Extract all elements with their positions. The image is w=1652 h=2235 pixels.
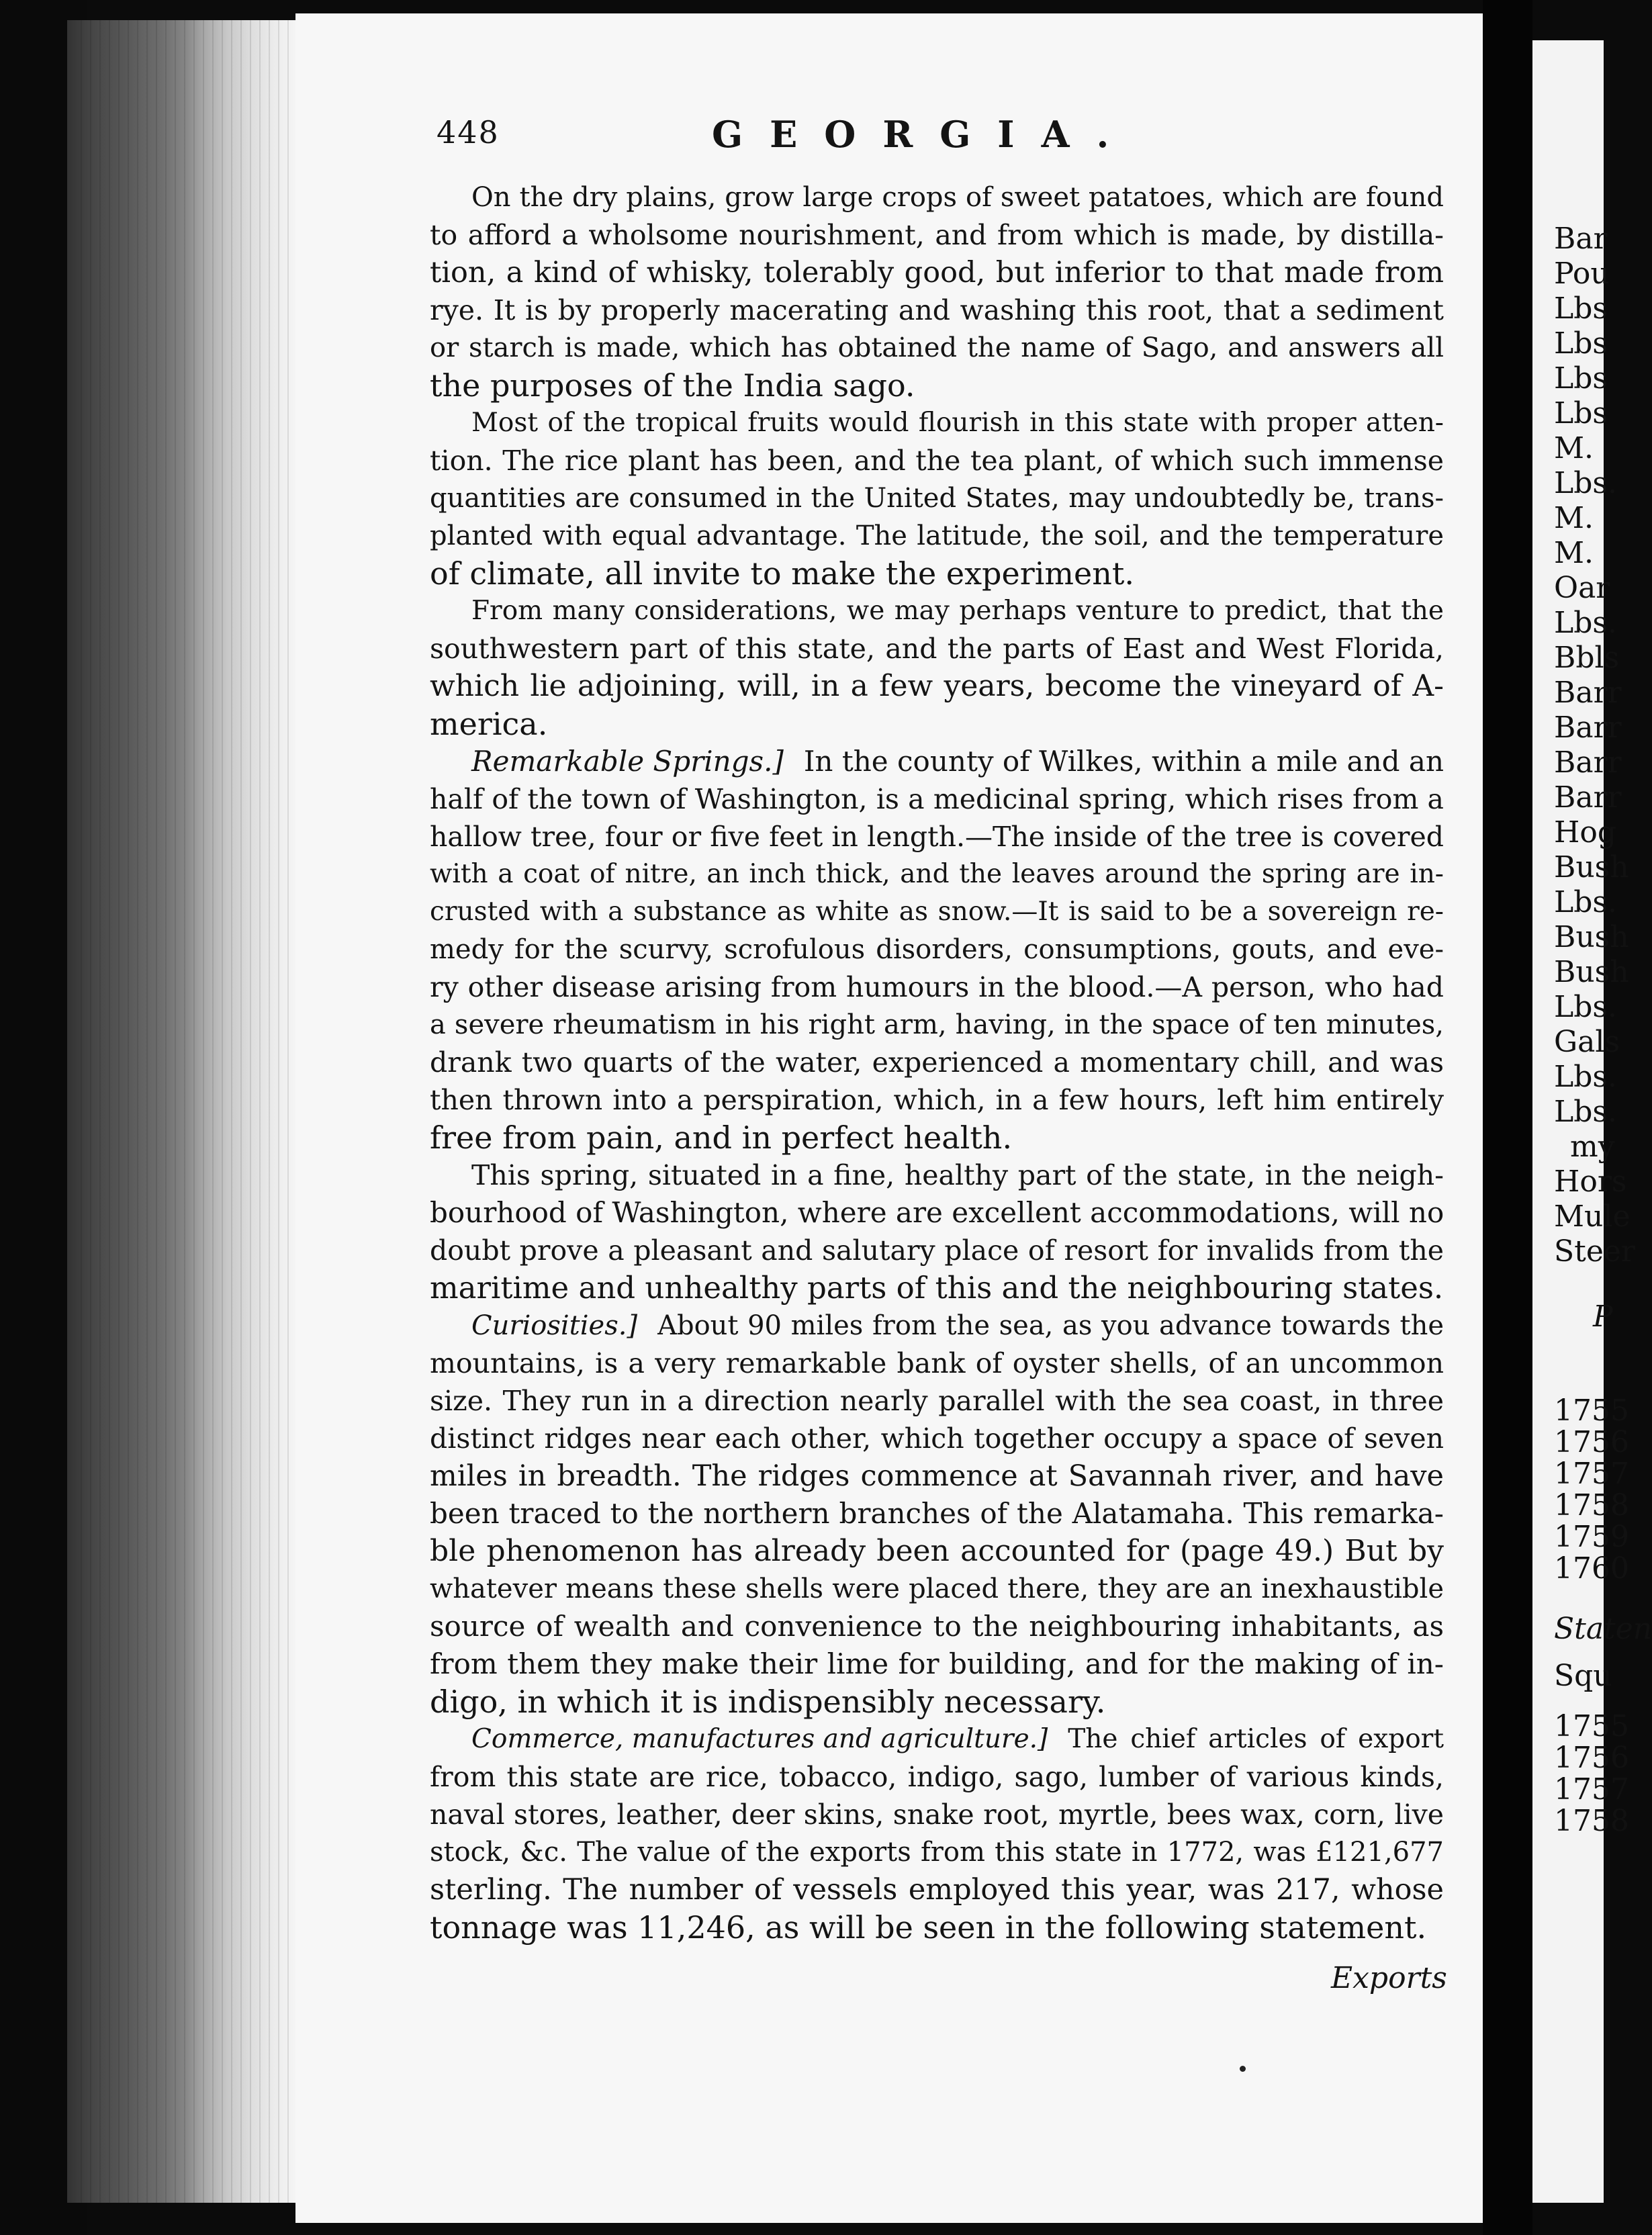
text-line bbox=[430, 931, 1444, 968]
facing-page-text: 1756 bbox=[1554, 1425, 1629, 1459]
facing-page-text: 1755 bbox=[1554, 1394, 1629, 1428]
text-line-content: from them they make their lime for building, and for the making of in- bbox=[430, 1647, 1444, 1680]
book-gutter bbox=[1483, 0, 1532, 2235]
text-line bbox=[430, 179, 1444, 216]
text-line bbox=[430, 1871, 1444, 1909]
facing-page-text: Bbls bbox=[1554, 641, 1620, 675]
facing-page-text: Gals bbox=[1554, 1025, 1620, 1059]
text-line-content: half of the town of Washington, is a medicinal spring, which rises from a bbox=[430, 783, 1444, 815]
text-line-content: quantities are consumed in the United States, may undoubtedly be, trans- bbox=[430, 483, 1444, 514]
text-line bbox=[430, 1119, 1444, 1156]
text-line-content: free from pain, and in perfect health. bbox=[430, 1120, 1013, 1156]
text-line-content: distinct ridges near each other, which together occupy a space of seven bbox=[430, 1422, 1444, 1455]
facing-page-text: M. bbox=[1554, 536, 1594, 570]
catchword: Exports bbox=[1331, 1961, 1447, 1995]
ink-spot bbox=[1240, 2066, 1246, 2072]
text-line bbox=[430, 1608, 1444, 1645]
text-line bbox=[430, 1044, 1444, 1081]
text-line bbox=[430, 329, 1444, 367]
text-line-content: hallow tree, four or five feet in length.—The inside of the tree is covered bbox=[430, 821, 1444, 853]
text-line-content: ble phenomenon has already been accounted for (page 49.) But by bbox=[430, 1534, 1444, 1568]
text-line-content: which lie adjoining, will, in a few years, become the vineyard of A- bbox=[430, 669, 1444, 703]
text-line bbox=[430, 1833, 1444, 1871]
text-line bbox=[430, 1457, 1444, 1495]
text-line-content: whatever means these shells were placed there, they are an inexhaustible bbox=[430, 1573, 1444, 1604]
text-line-content: digo, in which it is indispensibly necessary. bbox=[430, 1684, 1106, 1720]
text-line bbox=[430, 780, 1444, 818]
facing-page-text: Barr bbox=[1554, 676, 1622, 710]
text-line-content: then thrown into a perspiration, which, in a few hours, left him entirely bbox=[430, 1084, 1444, 1116]
text-line bbox=[430, 1382, 1444, 1420]
text-line-content: from this state are rice, tobacco, indigo, sago, lumber of various kinds, bbox=[430, 1761, 1444, 1793]
text-line bbox=[430, 1683, 1444, 1721]
section-heading: Curiosities.] bbox=[471, 1310, 638, 1341]
text-line-content: Most of the tropical fruits would flourish in this state with proper atten- bbox=[471, 408, 1444, 438]
text-line bbox=[430, 1909, 1444, 1946]
text-line-content: bourhood of Washington, where are excellent accommodations, will no bbox=[430, 1196, 1444, 1229]
facing-page-text: Barr bbox=[1554, 745, 1622, 780]
facing-page-text: Lbs. bbox=[1554, 885, 1617, 919]
facing-page-text: 1756 bbox=[1554, 1741, 1629, 1775]
text-line-content: miles in breadth. The ridges commence at Savannah river, and have bbox=[430, 1459, 1444, 1493]
text-line bbox=[430, 555, 1444, 592]
text-line-content: ry other disease arising from humours in the blood.—A person, who had bbox=[430, 971, 1444, 1003]
facing-page-text: Barr bbox=[1554, 780, 1622, 815]
text-line bbox=[430, 1420, 1444, 1457]
text-line-content: The chief articles of export bbox=[1068, 1724, 1444, 1754]
text-line bbox=[430, 1006, 1444, 1044]
facing-page-text: 1760 bbox=[1554, 1551, 1629, 1586]
facing-page-text: Lbs bbox=[1554, 361, 1608, 396]
text-line-content: the purposes of the India sago. bbox=[430, 367, 915, 404]
text-line-content: In the county of Wilkes, within a mile and an bbox=[803, 745, 1444, 778]
facing-page-text: Barr bbox=[1554, 711, 1622, 745]
section-heading: Remarkable Springs.] bbox=[471, 745, 784, 778]
facing-page-text: Bush bbox=[1554, 955, 1629, 989]
text-line bbox=[430, 968, 1444, 1006]
facing-page-text: Oar bbox=[1554, 571, 1610, 605]
facing-page-text: Staten bbox=[1554, 1612, 1652, 1646]
facing-page-text: Hog bbox=[1554, 815, 1617, 850]
text-line-content: source of wealth and convenience to the neighbouring inhabitants, as bbox=[430, 1610, 1444, 1643]
text-line bbox=[430, 1344, 1444, 1382]
text-line-content: From many considerations, we may perhaps venture to predict, that the bbox=[471, 596, 1444, 626]
text-line-content: to afford a wholsome nourishment, and from which is made, by distilla- bbox=[430, 219, 1444, 251]
text-line bbox=[430, 818, 1444, 856]
facing-page-text: P bbox=[1593, 1299, 1613, 1334]
facing-page-text: M. bbox=[1554, 431, 1594, 465]
text-line bbox=[430, 291, 1444, 329]
text-line-content: On the dry plains, grow large crops of sweet patatoes, which are found bbox=[471, 182, 1444, 213]
facing-page-text: Lbs. bbox=[1554, 606, 1617, 640]
text-line-content: or starch is made, which has obtained the name of Sago, and answers all bbox=[430, 332, 1444, 363]
text-line bbox=[430, 630, 1444, 668]
text-line-content: doubt prove a pleasant and salutary place of resort for invalids from the bbox=[430, 1234, 1444, 1267]
facing-page-text: 1755 bbox=[1554, 1709, 1629, 1743]
text-line-content: tion, a kind of whisky, tolerably good, but inferior to that made from bbox=[430, 256, 1444, 289]
text-line bbox=[430, 856, 1444, 893]
text-line bbox=[430, 1533, 1444, 1570]
text-line-content: merica. bbox=[430, 706, 548, 742]
text-line bbox=[430, 442, 1444, 480]
text-line bbox=[430, 1194, 1444, 1232]
text-line-content: a severe rheumatism in his right arm, having, in the space of ten minutes, bbox=[430, 1009, 1444, 1040]
facing-page-text: 1758 bbox=[1554, 1488, 1629, 1522]
text-line bbox=[430, 480, 1444, 517]
text-line-content: planted with equal advantage. The latitude, the soil, and the temperature bbox=[430, 520, 1444, 551]
text-line bbox=[430, 893, 1444, 931]
facing-page-text: Lbs. bbox=[1554, 466, 1617, 500]
text-line bbox=[430, 1269, 1444, 1307]
text-line bbox=[430, 1645, 1444, 1683]
text-line-content: This spring, situated in a fine, healthy part of the state, in the neigh- bbox=[471, 1159, 1444, 1191]
facing-page-text: Lbs. bbox=[1554, 1095, 1617, 1129]
facing-page-text: 1757 bbox=[1554, 1457, 1629, 1491]
facing-page-text: Bush bbox=[1554, 850, 1629, 884]
running-head: GEORGIA. bbox=[712, 113, 1136, 156]
text-line bbox=[430, 1307, 1444, 1344]
text-line bbox=[430, 1232, 1444, 1269]
facing-page-text: Lbs bbox=[1554, 326, 1608, 361]
text-line bbox=[430, 1758, 1444, 1796]
facing-page-text: Lbs bbox=[1554, 396, 1608, 430]
text-line bbox=[430, 743, 1444, 780]
text-line bbox=[430, 705, 1444, 743]
text-line-content: tion. The rice plant has been, and the tea plant, of which such immense bbox=[430, 445, 1444, 477]
text-line bbox=[430, 1570, 1444, 1608]
facing-page-fragment bbox=[1532, 40, 1652, 2203]
text-line bbox=[430, 1156, 1444, 1194]
text-line bbox=[430, 404, 1444, 442]
text-line-content: drank two quarts of the water, experienced a momentary chill, and was bbox=[430, 1046, 1444, 1079]
book-page bbox=[295, 13, 1510, 2223]
facing-page-text: 1758 bbox=[1554, 1804, 1629, 1838]
facing-page-text: Lbs bbox=[1554, 291, 1608, 326]
facing-page-text: Bush bbox=[1554, 920, 1629, 954]
page-stack-lines bbox=[81, 20, 295, 2203]
text-line-content: size. They run in a direction nearly parallel with the sea coast, in three bbox=[430, 1385, 1444, 1417]
text-line bbox=[430, 367, 1444, 404]
text-line-content: stock, &c. The value of the exports from this state in 1772, was £121,677 bbox=[430, 1837, 1444, 1868]
facing-page-text: Mule bbox=[1554, 1199, 1631, 1234]
text-line bbox=[430, 216, 1444, 254]
text-line-content: sterling. The number of vessels employed this year, was 217, whose bbox=[430, 1873, 1444, 1907]
text-line bbox=[430, 1796, 1444, 1833]
facing-page-text: Lbs. bbox=[1554, 990, 1617, 1024]
text-line-content: naval stores, leather, deer skins, snake root, myrtle, bees wax, corn, live bbox=[430, 1798, 1444, 1831]
facing-page-text: Steer bbox=[1554, 1234, 1635, 1269]
facing-page-text: M. bbox=[1554, 501, 1594, 535]
text-line bbox=[430, 668, 1444, 705]
facing-page-text: 1759 bbox=[1554, 1520, 1629, 1554]
text-line-content: of climate, all invite to make the experiment. bbox=[430, 555, 1134, 592]
facing-page-text: Pou bbox=[1554, 257, 1610, 291]
text-line-content: been traced to the northern branches of the Alatamaha. This remarka- bbox=[430, 1497, 1444, 1530]
facing-page-text: Squ bbox=[1554, 1659, 1612, 1693]
page-number: 448 bbox=[437, 114, 500, 150]
text-line bbox=[430, 1081, 1444, 1119]
text-line-content: with a coat of nitre, an inch thick, and the leaves around the spring are in- bbox=[430, 859, 1444, 889]
text-line-content: About 90 miles from the sea, as you advance towards the bbox=[657, 1310, 1444, 1341]
text-line-content: maritime and unhealthy parts of this and the neighbouring states. bbox=[430, 1270, 1444, 1306]
facing-page-text: Hors bbox=[1554, 1165, 1627, 1199]
text-line-content: crusted with a substance as white as snow.—It is said to be a sovereign re- bbox=[430, 897, 1444, 927]
text-line bbox=[430, 254, 1444, 291]
section-heading: Commerce, manufactures and agriculture.] bbox=[471, 1724, 1048, 1754]
text-line-content: rye. It is by properly macerating and washing this root, that a sediment bbox=[430, 294, 1444, 326]
facing-page-text: 1757 bbox=[1554, 1772, 1629, 1807]
text-line bbox=[430, 1721, 1444, 1758]
text-line-content: southwestern part of this state, and the parts of East and West Florida, bbox=[430, 633, 1444, 665]
facing-page-text: my bbox=[1570, 1130, 1615, 1164]
text-line-content: mountains, is a very remarkable bank of oyster shells, of an uncommon bbox=[430, 1347, 1444, 1379]
text-line bbox=[430, 517, 1444, 555]
text-line-content: tonnage was 11,246, as will be seen in the following statement. bbox=[430, 1909, 1427, 1946]
text-line-content: medy for the scurvy, scrofulous disorders, consumptions, gouts, and eve- bbox=[430, 934, 1444, 965]
page-header bbox=[295, 114, 1510, 168]
text-line bbox=[430, 1495, 1444, 1533]
facing-page-text: Lbs. bbox=[1554, 1060, 1617, 1094]
facing-page-text: Bar bbox=[1554, 222, 1608, 256]
text-line bbox=[430, 592, 1444, 630]
body-text bbox=[430, 179, 1444, 1946]
